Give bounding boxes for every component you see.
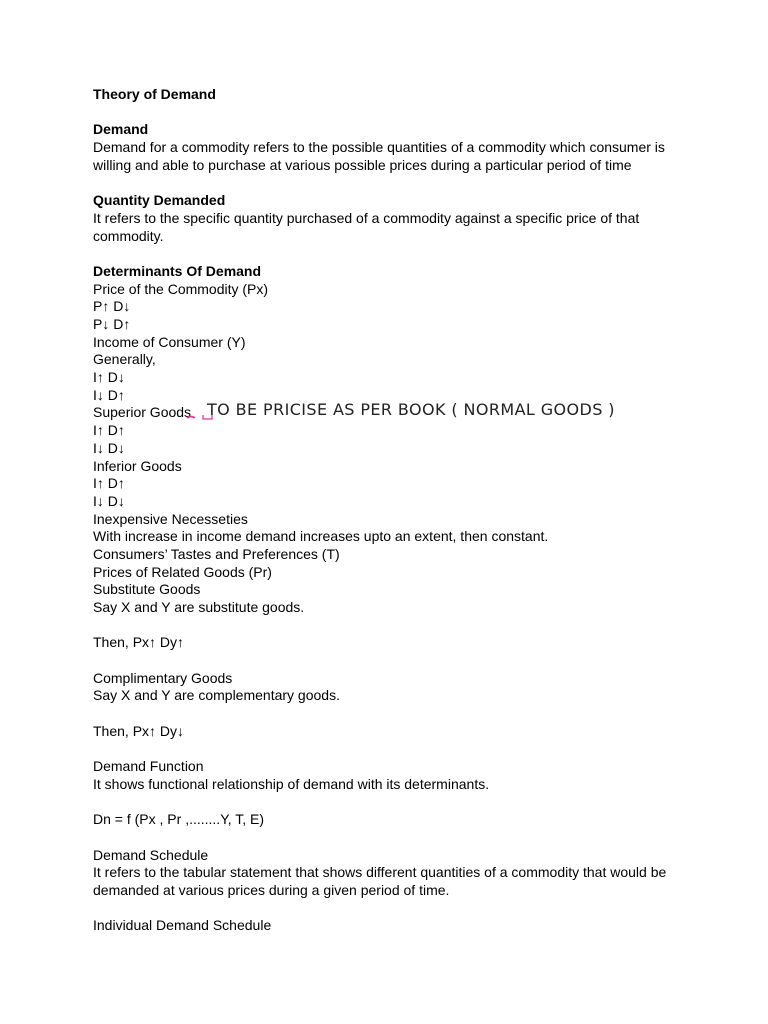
demand-heading: Demand xyxy=(93,121,149,138)
determinant-line: I↑ D↑ xyxy=(93,422,125,439)
spacer xyxy=(93,617,693,635)
individual-schedule-heading: Individual Demand Schedule xyxy=(93,917,272,934)
determinant-line: I↑ D↓ xyxy=(93,369,125,386)
determinant-line: Generally, xyxy=(93,351,156,368)
determinant-line: Prices of Related Goods (Pr) xyxy=(93,563,272,580)
determinants-heading: Determinants Of Demand xyxy=(93,262,262,279)
demand-function-text: It shows functional relationship of demand with its determinants. xyxy=(93,775,490,792)
demand-schedule-text: It refers to the tabular statement that shows different quantities of a commodity that would be demanded at various prices during a given period of time. xyxy=(93,864,667,899)
determinant-line: Say X and Y are substitute goods. xyxy=(93,599,305,615)
demand-function-heading: Demand Function xyxy=(93,758,204,775)
spacer xyxy=(93,104,693,122)
spacer xyxy=(93,174,693,192)
demand-schedule-heading: Demand Schedule xyxy=(93,846,209,863)
determinant-line: Substitute Goods xyxy=(93,581,201,598)
superior-goods-row xyxy=(93,400,693,422)
determinant-line: Income of Consumer (Y) xyxy=(93,333,246,350)
quantity-demanded-heading: Quantity Demanded xyxy=(93,192,226,209)
superior-goods-label: Superior Goods xyxy=(93,404,192,421)
quantity-demanded-definition: It refers to the specific quantity purchased of a commodity against a specific price of that commodity. xyxy=(93,209,640,244)
determinant-line: I↓ D↓ xyxy=(93,439,125,456)
determinant-line: I↓ D↑ xyxy=(93,386,125,403)
determinant-line: Price of the Commodity (Px) xyxy=(93,280,269,297)
spacer xyxy=(93,794,693,812)
demand-function-formula: Dn = f (Px , Pr ,........Y, T, E) xyxy=(93,811,265,828)
spacer xyxy=(93,741,693,759)
complementary-text: Say X and Y are complementary goods. xyxy=(93,687,340,704)
handwritten-note: TO BE PRICISE AS PER BOOK ( NORMAL GOODS ) xyxy=(207,400,615,420)
spacer xyxy=(93,245,693,263)
determinant-line: I↓ D↓ xyxy=(93,492,125,509)
document-page xyxy=(93,86,693,935)
determinant-line: I↑ D↑ xyxy=(93,475,125,492)
spacer xyxy=(93,705,693,723)
determinant-line: Inexpensive Necesseties xyxy=(93,510,248,527)
determinant-line: Inferior Goods xyxy=(93,457,182,474)
spacer xyxy=(93,900,693,918)
determinant-line: P↑ D↓ xyxy=(93,298,131,315)
complementary-result: Then, Px↑ Dy↓ xyxy=(93,722,185,739)
complementary-heading: Complimentary Goods xyxy=(93,669,233,686)
spacer xyxy=(93,652,693,670)
demand-definition: Demand for a commodity refers to the possible quantities of a commodity which consumer is willing and able to purchase at various possible prices during a particular period of time xyxy=(93,139,665,173)
determinant-line: P↓ D↑ xyxy=(93,316,131,332)
document-title: Theory of Demand xyxy=(93,86,216,102)
determinant-line: With increase in income demand increases upto an extent, then constant. xyxy=(93,528,549,545)
determinant-line: Consumers’ Tastes and Preferences (T) xyxy=(93,545,340,562)
substitute-result: Then, Px↑ Dy↑ xyxy=(93,634,185,651)
spacer xyxy=(93,829,693,847)
